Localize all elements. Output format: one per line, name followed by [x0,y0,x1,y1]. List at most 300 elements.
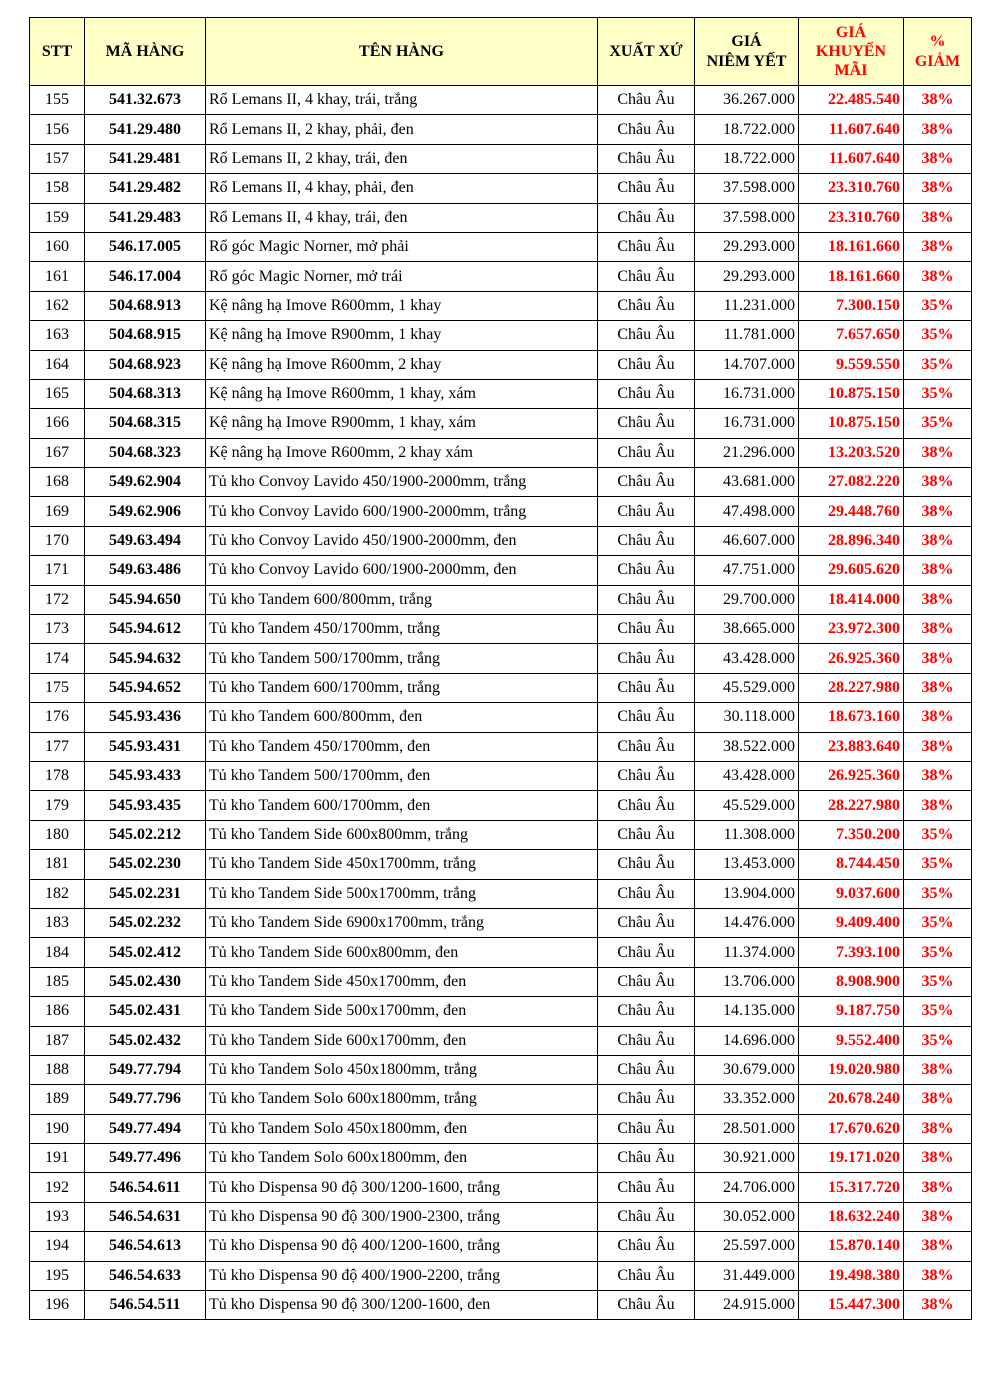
cell-list-price: 29.293.000 [695,232,799,261]
table-row [30,232,972,261]
table-row [30,997,972,1026]
cell-origin: Châu Âu [598,585,695,614]
table-row [30,761,972,790]
cell-code: 549.77.496 [85,1144,206,1173]
cell-list-price: 38.665.000 [695,615,799,644]
cell-list-price: 16.731.000 [695,379,799,408]
cell-name: Tủ kho Tandem Side 600x800mm, trắng [206,820,598,849]
cell-promo-price: 29.605.620 [799,556,904,585]
cell-discount: 38% [904,144,972,173]
header-row [30,18,972,86]
cell-origin: Châu Âu [598,379,695,408]
cell-name: Kệ nâng hạ Imove R600mm, 2 khay xám [206,438,598,467]
cell-code: 545.02.232 [85,908,206,937]
table-row [30,703,972,732]
cell-promo-price: 18.414.000 [799,585,904,614]
cell-origin: Châu Âu [598,497,695,526]
cell-list-price: 11.374.000 [695,938,799,967]
cell-origin: Châu Âu [598,1055,695,1084]
cell-code: 545.02.431 [85,997,206,1026]
header-name: TÊN HÀNG [206,18,598,86]
cell-origin: Châu Âu [598,850,695,879]
table-row [30,644,972,673]
cell-code: 541.32.673 [85,86,206,115]
table-row [30,879,972,908]
cell-code: 549.77.796 [85,1085,206,1114]
cell-code: 549.63.486 [85,556,206,585]
cell-discount: 38% [904,438,972,467]
cell-discount: 38% [904,115,972,144]
cell-promo-price: 17.670.620 [799,1114,904,1143]
cell-promo-price: 23.972.300 [799,615,904,644]
cell-list-price: 28.501.000 [695,1114,799,1143]
table-row [30,468,972,497]
cell-promo-price: 11.607.640 [799,144,904,173]
cell-origin: Châu Âu [598,203,695,232]
cell-promo-price: 27.082.220 [799,468,904,497]
cell-discount: 35% [904,879,972,908]
header-stt: STT [30,18,85,86]
cell-stt: 155 [30,86,85,115]
cell-stt: 179 [30,791,85,820]
table-row [30,1291,972,1320]
cell-code: 504.68.323 [85,438,206,467]
cell-list-price: 18.722.000 [695,115,799,144]
cell-stt: 193 [30,1202,85,1231]
cell-promo-price: 18.161.660 [799,232,904,261]
cell-name: Tủ kho Tandem 600/800mm, trắng [206,585,598,614]
cell-name: Tủ kho Tandem Side 450x1700mm, đen [206,967,598,996]
cell-origin: Châu Âu [598,908,695,937]
cell-code: 546.54.511 [85,1291,206,1320]
table-row [30,1144,972,1173]
cell-stt: 156 [30,115,85,144]
cell-discount: 38% [904,203,972,232]
cell-code: 504.68.315 [85,409,206,438]
cell-name: Tủ kho Tandem 600/800mm, đen [206,703,598,732]
cell-promo-price: 9.187.750 [799,997,904,1026]
cell-discount: 38% [904,556,972,585]
cell-promo-price: 8.744.450 [799,850,904,879]
cell-stt: 170 [30,526,85,555]
cell-stt: 172 [30,585,85,614]
cell-code: 545.02.212 [85,820,206,849]
table-row [30,732,972,761]
cell-name: Tủ kho Tandem 450/1700mm, trắng [206,615,598,644]
cell-stt: 184 [30,938,85,967]
table-row [30,1085,972,1114]
cell-list-price: 24.915.000 [695,1291,799,1320]
cell-stt: 166 [30,409,85,438]
cell-name: Rổ Lemans II, 4 khay, phải, đen [206,174,598,203]
cell-discount: 38% [904,615,972,644]
cell-stt: 163 [30,321,85,350]
cell-promo-price: 19.020.980 [799,1055,904,1084]
cell-name: Rổ Lemans II, 2 khay, phải, đen [206,115,598,144]
cell-origin: Châu Âu [598,468,695,497]
table-row [30,321,972,350]
cell-list-price: 29.293.000 [695,262,799,291]
cell-list-price: 24.706.000 [695,1173,799,1202]
cell-list-price: 36.267.000 [695,86,799,115]
cell-discount: 35% [904,379,972,408]
cell-discount: 38% [904,1291,972,1320]
cell-stt: 195 [30,1261,85,1290]
cell-name: Kệ nâng hạ Imove R900mm, 1 khay, xám [206,409,598,438]
cell-list-price: 46.607.000 [695,526,799,555]
cell-stt: 177 [30,732,85,761]
cell-stt: 176 [30,703,85,732]
cell-name: Tủ kho Tandem Solo 600x1800mm, đen [206,1144,598,1173]
cell-name: Tủ kho Dispensa 90 độ 400/1900-2200, trắng [206,1261,598,1290]
cell-list-price: 13.904.000 [695,879,799,908]
table-row [30,203,972,232]
cell-code: 545.94.652 [85,673,206,702]
cell-promo-price: 22.485.540 [799,86,904,115]
cell-code: 545.94.650 [85,585,206,614]
cell-stt: 162 [30,291,85,320]
cell-origin: Châu Âu [598,967,695,996]
cell-promo-price: 28.227.980 [799,673,904,702]
cell-stt: 187 [30,1026,85,1055]
table-row [30,350,972,379]
cell-origin: Châu Âu [598,350,695,379]
cell-promo-price: 10.875.150 [799,409,904,438]
cell-promo-price: 20.678.240 [799,1085,904,1114]
cell-stt: 185 [30,967,85,996]
cell-code: 545.94.632 [85,644,206,673]
cell-stt: 182 [30,879,85,908]
cell-code: 545.93.433 [85,761,206,790]
cell-promo-price: 28.227.980 [799,791,904,820]
header-discount-line: GIẢM [914,52,961,70]
cell-origin: Châu Âu [598,438,695,467]
header-origin: XUẤT XỨ [598,18,695,86]
cell-stt: 178 [30,761,85,790]
cell-stt: 183 [30,908,85,937]
cell-discount: 35% [904,908,972,937]
cell-code: 549.63.494 [85,526,206,555]
cell-promo-price: 10.875.150 [799,379,904,408]
cell-code: 546.54.613 [85,1232,206,1261]
cell-origin: Châu Âu [598,321,695,350]
cell-code: 549.62.904 [85,468,206,497]
cell-list-price: 30.921.000 [695,1144,799,1173]
cell-stt: 189 [30,1085,85,1114]
cell-code: 545.02.432 [85,1026,206,1055]
cell-discount: 35% [904,1026,972,1055]
cell-origin: Châu Âu [598,174,695,203]
cell-discount: 38% [904,1261,972,1290]
header-code: MÃ HÀNG [85,18,206,86]
cell-list-price: 38.522.000 [695,732,799,761]
cell-origin: Châu Âu [598,1026,695,1055]
table-row [30,526,972,555]
cell-origin: Châu Âu [598,1114,695,1143]
cell-promo-price: 29.448.760 [799,497,904,526]
cell-code: 549.77.794 [85,1055,206,1084]
cell-name: Rổ Lemans II, 4 khay, trái, trắng [206,86,598,115]
cell-discount: 38% [904,791,972,820]
table-row [30,791,972,820]
table-row [30,1173,972,1202]
cell-stt: 158 [30,174,85,203]
cell-discount: 38% [904,703,972,732]
cell-discount: 35% [904,850,972,879]
cell-discount: 35% [904,409,972,438]
cell-stt: 180 [30,820,85,849]
cell-list-price: 37.598.000 [695,174,799,203]
cell-stt: 192 [30,1173,85,1202]
cell-origin: Châu Âu [598,938,695,967]
cell-discount: 38% [904,468,972,497]
table-row [30,86,972,115]
table-row [30,820,972,849]
cell-promo-price: 15.317.720 [799,1173,904,1202]
cell-name: Tủ kho Tandem 450/1700mm, đen [206,732,598,761]
table-row [30,497,972,526]
cell-discount: 38% [904,585,972,614]
cell-discount: 35% [904,938,972,967]
cell-promo-price: 18.161.660 [799,262,904,291]
cell-stt: 164 [30,350,85,379]
cell-promo-price: 7.393.100 [799,938,904,967]
table-row [30,262,972,291]
table-row [30,850,972,879]
cell-discount: 35% [904,291,972,320]
cell-list-price: 45.529.000 [695,673,799,702]
cell-promo-price: 15.447.300 [799,1291,904,1320]
cell-origin: Châu Âu [598,644,695,673]
cell-list-price: 43.428.000 [695,644,799,673]
cell-stt: 175 [30,673,85,702]
cell-stt: 188 [30,1055,85,1084]
cell-promo-price: 7.657.650 [799,321,904,350]
cell-list-price: 25.597.000 [695,1232,799,1261]
cell-origin: Châu Âu [598,761,695,790]
table-row [30,438,972,467]
cell-stt: 191 [30,1144,85,1173]
cell-stt: 157 [30,144,85,173]
cell-origin: Châu Âu [598,997,695,1026]
cell-discount: 35% [904,997,972,1026]
table-row [30,908,972,937]
header-promo-price-line: MÃI [834,62,868,80]
cell-name: Kệ nâng hạ Imove R900mm, 1 khay [206,321,598,350]
cell-list-price: 11.781.000 [695,321,799,350]
cell-code: 549.62.906 [85,497,206,526]
cell-promo-price: 13.203.520 [799,438,904,467]
cell-discount: 38% [904,644,972,673]
cell-promo-price: 19.171.020 [799,1144,904,1173]
table-row [30,1261,972,1290]
cell-code: 504.68.923 [85,350,206,379]
cell-list-price: 13.706.000 [695,967,799,996]
table-row [30,938,972,967]
cell-name: Tủ kho Tandem Solo 450x1800mm, trắng [206,1055,598,1084]
cell-name: Kệ nâng hạ Imove R600mm, 2 khay [206,350,598,379]
cell-stt: 159 [30,203,85,232]
cell-origin: Châu Âu [598,1261,695,1290]
cell-promo-price: 9.552.400 [799,1026,904,1055]
cell-name: Tủ kho Tandem Side 600x800mm, đen [206,938,598,967]
cell-code: 541.29.480 [85,115,206,144]
cell-stt: 167 [30,438,85,467]
cell-code: 546.17.004 [85,262,206,291]
cell-code: 545.93.435 [85,791,206,820]
cell-list-price: 21.296.000 [695,438,799,467]
cell-discount: 38% [904,86,972,115]
cell-code: 504.68.915 [85,321,206,350]
cell-origin: Châu Âu [598,262,695,291]
cell-discount: 38% [904,1055,972,1084]
cell-stt: 168 [30,468,85,497]
cell-name: Tủ kho Tandem Side 6900x1700mm, trắng [206,908,598,937]
cell-discount: 38% [904,1232,972,1261]
cell-discount: 38% [904,174,972,203]
cell-list-price: 11.308.000 [695,820,799,849]
table-row [30,1055,972,1084]
table-body [30,86,972,1320]
cell-name: Tủ kho Convoy Lavido 450/1900-2000mm, trắng [206,468,598,497]
cell-list-price: 47.751.000 [695,556,799,585]
cell-name: Rổ Lemans II, 4 khay, trái, đen [206,203,598,232]
header-discount-line: % [929,33,946,51]
cell-origin: Châu Âu [598,1232,695,1261]
cell-origin: Châu Âu [598,86,695,115]
cell-promo-price: 26.925.360 [799,761,904,790]
cell-promo-price: 23.310.760 [799,174,904,203]
cell-name: Tủ kho Tandem Side 500x1700mm, đen [206,997,598,1026]
cell-promo-price: 18.673.160 [799,703,904,732]
header-list-price-line: NIÊM YẾT [706,52,787,70]
cell-code: 546.54.611 [85,1173,206,1202]
cell-promo-price: 7.350.200 [799,820,904,849]
cell-list-price: 11.231.000 [695,291,799,320]
header-promo-price [799,18,904,86]
cell-list-price: 45.529.000 [695,791,799,820]
cell-name: Tủ kho Tandem 500/1700mm, đen [206,761,598,790]
cell-name: Tủ kho Tandem Side 500x1700mm, trắng [206,879,598,908]
cell-discount: 38% [904,1114,972,1143]
cell-list-price: 33.352.000 [695,1085,799,1114]
cell-discount: 38% [904,497,972,526]
table-row [30,585,972,614]
cell-promo-price: 28.896.340 [799,526,904,555]
cell-code: 549.77.494 [85,1114,206,1143]
cell-origin: Châu Âu [598,1202,695,1231]
cell-stt: 190 [30,1114,85,1143]
cell-name: Kệ nâng hạ Imove R600mm, 1 khay, xám [206,379,598,408]
cell-name: Rổ góc Magic Norner, mở phải [206,232,598,261]
cell-origin: Châu Âu [598,1291,695,1320]
cell-name: Tủ kho Tandem Solo 450x1800mm, đen [206,1114,598,1143]
cell-list-price: 31.449.000 [695,1261,799,1290]
cell-list-price: 29.700.000 [695,585,799,614]
cell-origin: Châu Âu [598,791,695,820]
cell-name: Rổ góc Magic Norner, mở trái [206,262,598,291]
cell-code: 545.93.436 [85,703,206,732]
cell-discount: 38% [904,673,972,702]
cell-name: Tủ kho Convoy Lavido 600/1900-2000mm, trắng [206,497,598,526]
cell-code: 545.93.431 [85,732,206,761]
cell-list-price: 43.428.000 [695,761,799,790]
cell-discount: 35% [904,820,972,849]
cell-discount: 38% [904,526,972,555]
cell-name: Tủ kho Dispensa 90 độ 300/1200-1600, trắng [206,1173,598,1202]
cell-origin: Châu Âu [598,115,695,144]
cell-name: Tủ kho Tandem Side 600x1700mm, đen [206,1026,598,1055]
cell-promo-price: 26.925.360 [799,644,904,673]
cell-promo-price: 19.498.380 [799,1261,904,1290]
table-row [30,556,972,585]
cell-promo-price: 23.883.640 [799,732,904,761]
cell-stt: 169 [30,497,85,526]
cell-discount: 38% [904,262,972,291]
cell-stt: 181 [30,850,85,879]
cell-origin: Châu Âu [598,820,695,849]
cell-list-price: 14.707.000 [695,350,799,379]
cell-code: 541.29.483 [85,203,206,232]
cell-stt: 161 [30,262,85,291]
cell-promo-price: 11.607.640 [799,115,904,144]
cell-stt: 186 [30,997,85,1026]
cell-origin: Châu Âu [598,409,695,438]
cell-discount: 38% [904,732,972,761]
cell-list-price: 14.476.000 [695,908,799,937]
cell-name: Tủ kho Dispensa 90 độ 300/1900-2300, trắng [206,1202,598,1231]
header-discount [904,18,972,86]
cell-name: Tủ kho Tandem Side 450x1700mm, trắng [206,850,598,879]
cell-discount: 38% [904,1173,972,1202]
cell-list-price: 30.679.000 [695,1055,799,1084]
cell-list-price: 47.498.000 [695,497,799,526]
table-row [30,1026,972,1055]
table-row [30,1202,972,1231]
cell-code: 545.02.412 [85,938,206,967]
table-row [30,115,972,144]
table-row [30,1232,972,1261]
cell-stt: 165 [30,379,85,408]
cell-name: Tủ kho Dispensa 90 độ 300/1200-1600, đen [206,1291,598,1320]
cell-discount: 38% [904,1144,972,1173]
cell-discount: 35% [904,321,972,350]
cell-name: Tủ kho Dispensa 90 độ 400/1200-1600, trắng [206,1232,598,1261]
cell-list-price: 30.052.000 [695,1202,799,1231]
cell-stt: 173 [30,615,85,644]
header-promo-price-line: KHUYẾN [815,42,887,60]
cell-origin: Châu Âu [598,1144,695,1173]
header-list-price-line: GIÁ [731,33,762,51]
cell-name: Tủ kho Tandem 500/1700mm, trắng [206,644,598,673]
cell-promo-price: 9.559.550 [799,350,904,379]
cell-list-price: 14.135.000 [695,997,799,1026]
cell-origin: Châu Âu [598,291,695,320]
cell-stt: 194 [30,1232,85,1261]
cell-code: 504.68.913 [85,291,206,320]
table-row [30,967,972,996]
table-row [30,1114,972,1143]
cell-name: Tủ kho Tandem Solo 600x1800mm, trắng [206,1085,598,1114]
cell-list-price: 43.681.000 [695,468,799,497]
cell-origin: Châu Âu [598,615,695,644]
cell-origin: Châu Âu [598,556,695,585]
cell-origin: Châu Âu [598,526,695,555]
cell-promo-price: 8.908.900 [799,967,904,996]
cell-promo-price: 15.870.140 [799,1232,904,1261]
cell-discount: 38% [904,1202,972,1231]
cell-promo-price: 9.409.400 [799,908,904,937]
